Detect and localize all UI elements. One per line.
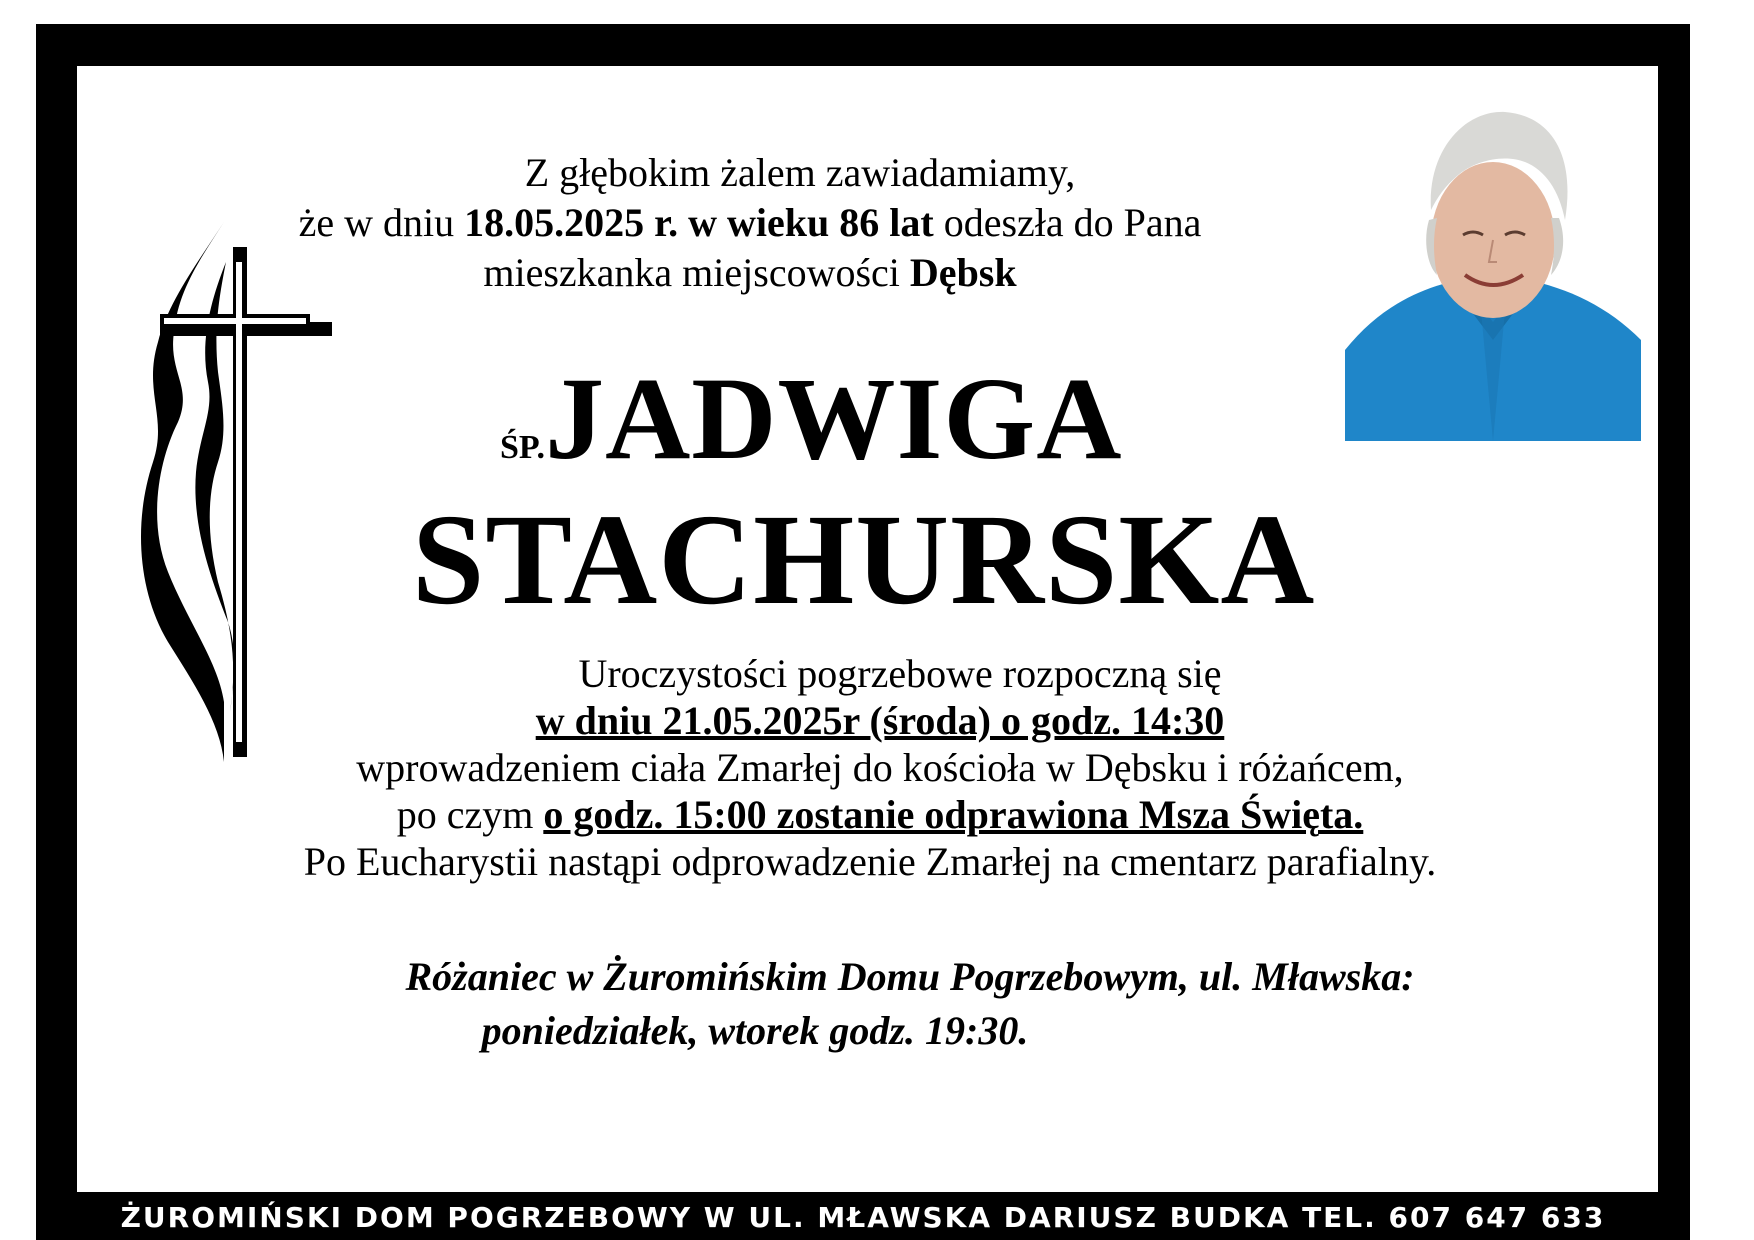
mass-time: o godz. 15:00 zostanie odprawiona Msza Święta. (543, 792, 1364, 837)
intro-line-1: Z głębokim żalem zawiadamiamy, (524, 150, 1076, 195)
death-date-age: 18.05.2025 r. w wieku 86 lat (464, 200, 934, 245)
ceremony-line-4: po czym o godz. 15:00 zostanie odprawiona Msza Święta. (396, 792, 1364, 837)
portrait-photo (1345, 90, 1641, 441)
late-prefix: ŚP. (500, 429, 546, 466)
deceased-first-name-line (500, 353, 1123, 484)
funeral-home-footer: ŻUROMIŃSKI DOM POGRZEBOWY W UL. MŁAWSKA DARIUSZ BUDKA TEL. 607 647 633 (120, 1201, 1606, 1234)
rosary-line-1: Różaniec w Żuromińskim Domu Pogrzebowym, ul. Mławska: (405, 954, 1415, 999)
ceremony-line-5: Po Eucharystii nastąpi odprowadzenie Zmarłej na cmentarz parafialny. (303, 839, 1437, 884)
ceremony-line-1: Uroczystości pogrzebowe rozpoczną się (578, 651, 1222, 696)
intro-line-2: że w dniu 18.05.2025 r. w wieku 86 lat odeszła do Pana (298, 200, 1202, 245)
rosary-line-2: poniedziałek, wtorek godz. 19:30. (481, 1008, 1029, 1053)
deceased-first-name: JADWIGA (545, 353, 1123, 484)
ceremony-date-time: w dniu 21.05.2025r (środa) o godz. 14:30 (535, 698, 1225, 743)
ceremony-line-3: wprowadzeniem ciała Zmarłej do kościoła w Dębsku i różańcem, (356, 745, 1404, 790)
announcement-intro (200, 148, 1300, 298)
funeral-ceremony-info (170, 650, 1570, 885)
deceased-last-name: STACHURSKA (412, 488, 1316, 632)
rosary-info (260, 950, 1560, 1058)
village-name: Dębsk (909, 250, 1017, 295)
intro-line-3: mieszkanka miejscowości Dębsk (483, 250, 1017, 295)
